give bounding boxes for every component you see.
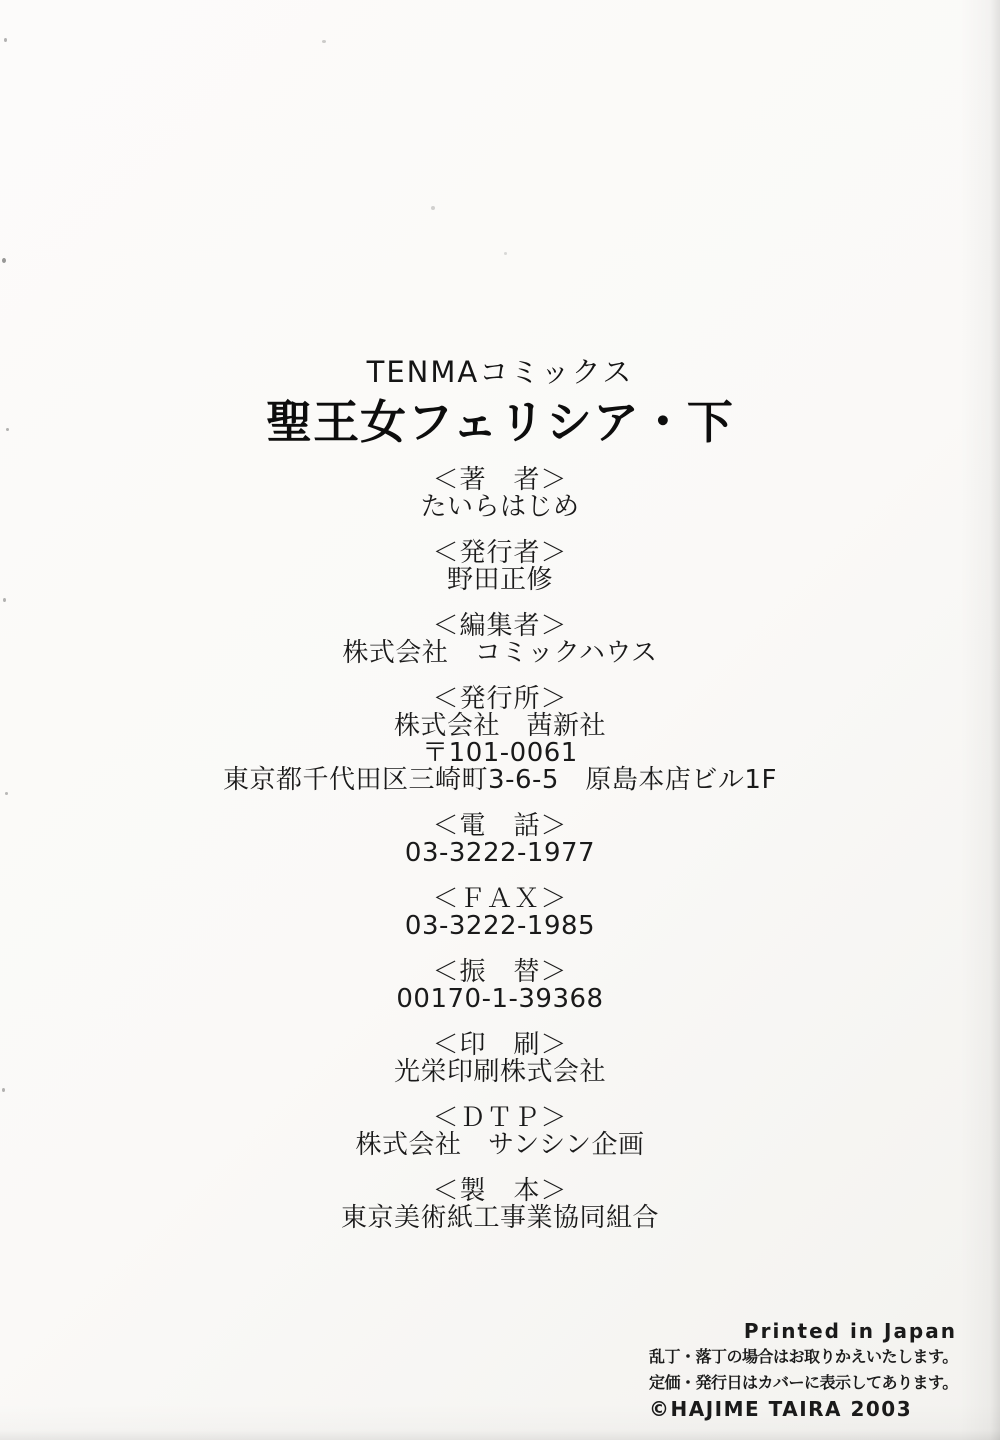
scan-speck (2, 258, 6, 263)
section-line: 03-3222-1985 (404, 911, 596, 941)
colophon-section (0, 1105, 1000, 1159)
section-label: ＜著 者＞ (432, 465, 568, 495)
colophon-section (0, 613, 1000, 667)
section-label: ＜製 本＞ (432, 1176, 568, 1206)
section-label: ＜発行者＞ (432, 538, 568, 568)
section-label: ＜ＦＡＸ＞ (432, 884, 568, 914)
scan-speck (431, 206, 435, 210)
colophon-section (0, 813, 1000, 867)
section-line: 株式会社 コミックハウス (342, 638, 658, 668)
copyright-notice: ©HAJIME TAIRA 2003 (649, 1397, 913, 1421)
section-line: 株式会社 茜新社 (393, 711, 606, 741)
section-label: ＜ＤＴＰ＞ (432, 1103, 568, 1133)
section-line: 〒101-0061 (422, 738, 578, 768)
colophon-section (0, 686, 1000, 794)
section-label: ＜編集者＞ (432, 611, 568, 641)
section-label: ＜発行所＞ (432, 684, 568, 714)
section-line: 光栄印刷株式会社 (393, 1057, 606, 1087)
colophon-section (0, 540, 1000, 594)
colophon-section (0, 959, 1000, 1013)
colophon-section (0, 1178, 1000, 1232)
section-line: たいらはじめ (420, 492, 580, 522)
colophon-section (0, 467, 1000, 521)
section-line: 00170-1-39368 (396, 984, 604, 1014)
section-line: 株式会社 サンシン企画 (355, 1130, 645, 1160)
book-title: 聖王女フェリシア・下 (266, 395, 734, 449)
defect-return-notice: 乱丁・落丁の場合はお取りかえいたします。 (649, 1347, 958, 1366)
section-line: 03-3222-1977 (404, 838, 596, 868)
printed-in-japan-label: Printed in Japan (743, 1319, 957, 1343)
colophon-main-column (0, 356, 1000, 1232)
footer-notices (649, 1318, 957, 1422)
colophon-sections (0, 467, 1000, 1232)
scan-speck (504, 252, 507, 255)
section-label: ＜電 話＞ (432, 811, 568, 841)
section-line: 野田正修 (446, 565, 553, 595)
section-label: ＜印 刷＞ (432, 1030, 568, 1060)
price-on-cover-notice: 定価・発行日はカバーに表示してあります。 (649, 1373, 958, 1392)
section-label: ＜振 替＞ (432, 957, 568, 987)
section-line: 東京都千代田区三崎町3-6-5 原島本店ビル1F (223, 765, 777, 795)
scan-speck (4, 38, 7, 42)
section-line: 東京美術紙工事業協同組合 (340, 1203, 659, 1233)
colophon-section (0, 886, 1000, 940)
scan-speck (322, 40, 326, 43)
colophon-section (0, 1032, 1000, 1086)
series-name: TENMAコミックス (366, 355, 634, 389)
